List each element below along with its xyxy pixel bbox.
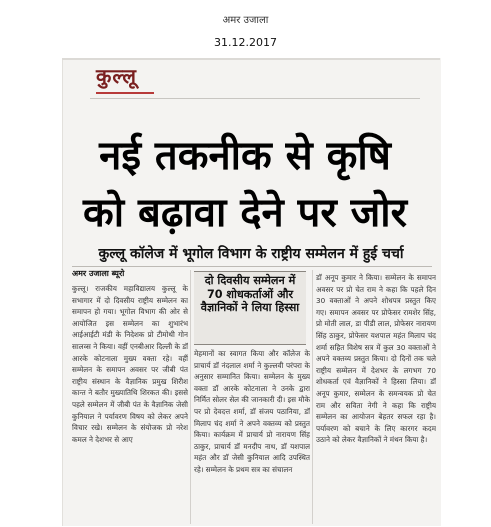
article-column-1-text: कुल्लू। राजकीय महाविद्यालय कुल्लू के सभागार में दो दिवसीय राष्ट्रीय सम्मेलन का समापन हो गया। भूगोल विभाग की ओर से आयोजित इस सम्मेलन का शुभारंभ आईआईटी मंडी के निदेशक प्रो टीमोथी गोन सालव्स ने किया। वहीं एनबीआर दिल्ली के डॉ आरके कोटनाला मुख्य वक्ता रहे। वहीं सम्मेलन के समापन अवसर पर जीबी पंत राष्ट्रीय संस्थान के वैज्ञानिक प्रमुख शिरीश कान्त ने बतौर मुख्यातिथि शिरकत की। इससे पहले सम्मेलन में जीबी पंत के वैज्ञानिक जेसी कुनियाल ने पर्यावरण विषय को लेकर अपने विचार रखे। सम्मेलन के संयोजक प्रो नरेश कमल ने देशभर से आए <box>72 284 188 444</box>
newspaper-name: अमर उजाला <box>222 15 269 26</box>
subheadline-divider <box>72 266 432 267</box>
headline-line-1: नई तकनीक से कृषि <box>99 133 391 179</box>
top-divider <box>90 98 420 99</box>
article-column-3 <box>316 272 436 524</box>
location-tag: कुल्लू <box>96 64 137 88</box>
article-column-2 <box>194 348 310 524</box>
subheadline: कुल्लू कॉलेज में भूगोल विभाग के राष्ट्रीय सम्मेलन में हुई चर्चा <box>98 246 404 262</box>
publication-date: 31.12.2017 <box>214 36 277 49</box>
column-divider <box>312 270 313 524</box>
location-underline <box>96 92 154 94</box>
column-divider <box>190 270 191 524</box>
article-column-3-text: डॉ अनूप कुमार ने किया। सम्मेलन के समापन अवसर पर प्रो चेत राम ने कहा कि पहले दिन 30 वक्ताओं ने अपने शोधपत्र प्रस्तुत किए गए। समापन अवसर पर प्रोफेसर रामशेर सिंह, प्रो मोती लाल, डा पीडी लाल, प्रोफेसर नारायण सिंह ठाकुर, प्रोफेसर यशपाल महंत मिलाप चंद शर्मा सहित विशेष सत्र में कुल 30 वक्ताओं ने अपने वक्तव्य प्रस्तुत किया। दो दिनों तक चले राष्ट्रीय सम्मेलन में देशभर के लगभग 70 शोधकर्ता एवं वैज्ञानिकों ने हिस्सा लिया। डॉ अनूप कुमार, सम्मेलन के समन्वयक प्रो चेत राम और सविता नेगी ने कहा कि राष्ट्रीय सम्मेलन का आयोजन बेहतर सफल रहा है। पर्यावरण को बचाने के लिए कारगर कदम उठाने को लेकर वैज्ञानिकों ने मंथन किया है। <box>316 273 436 445</box>
byline: अमर उजाला ब्यूरो <box>72 269 125 278</box>
clipping-top-edge <box>62 58 440 60</box>
article-column-1 <box>72 283 188 523</box>
article-column-2-text: मेहमानों का स्वागत किया और कॉलेज के प्राचार्य डॉ नंदलाल शर्मा ने कुल्लवी परंपरा के अनुसार सम्मानित किया। सम्मेलन के मुख्य वक्ता डॉ आरके कोटनाला ने उनके द्वारा निर्मित सोलर सेल की जानकारी दी। इस मौके पर प्रो देवदत्त शर्मा, डॉ संजय पठानिया, डॉ मिलाप चंद शर्मा ने अपने वक्तव्य को प्रस्तुत किया। कार्यक्रम में प्राचार्य प्रो नारायण सिंह ठाकुर, प्राचार्य डॉ मनदीप नाथ, डॉ यशपाल महंत और डॉ जेसी कुनियाल आदि उपस्थित रहे। सम्मेलन के प्रथम सत्र का संचालन <box>194 349 310 474</box>
headline-line-2: को बढ़ावा देने पर जोर <box>82 190 408 236</box>
highlight-box-text: दो दिवसीय सम्मेलन में 70 शोधकर्ताओं और वैज्ञानिकों ने लिया हिस्सा <box>200 274 300 314</box>
